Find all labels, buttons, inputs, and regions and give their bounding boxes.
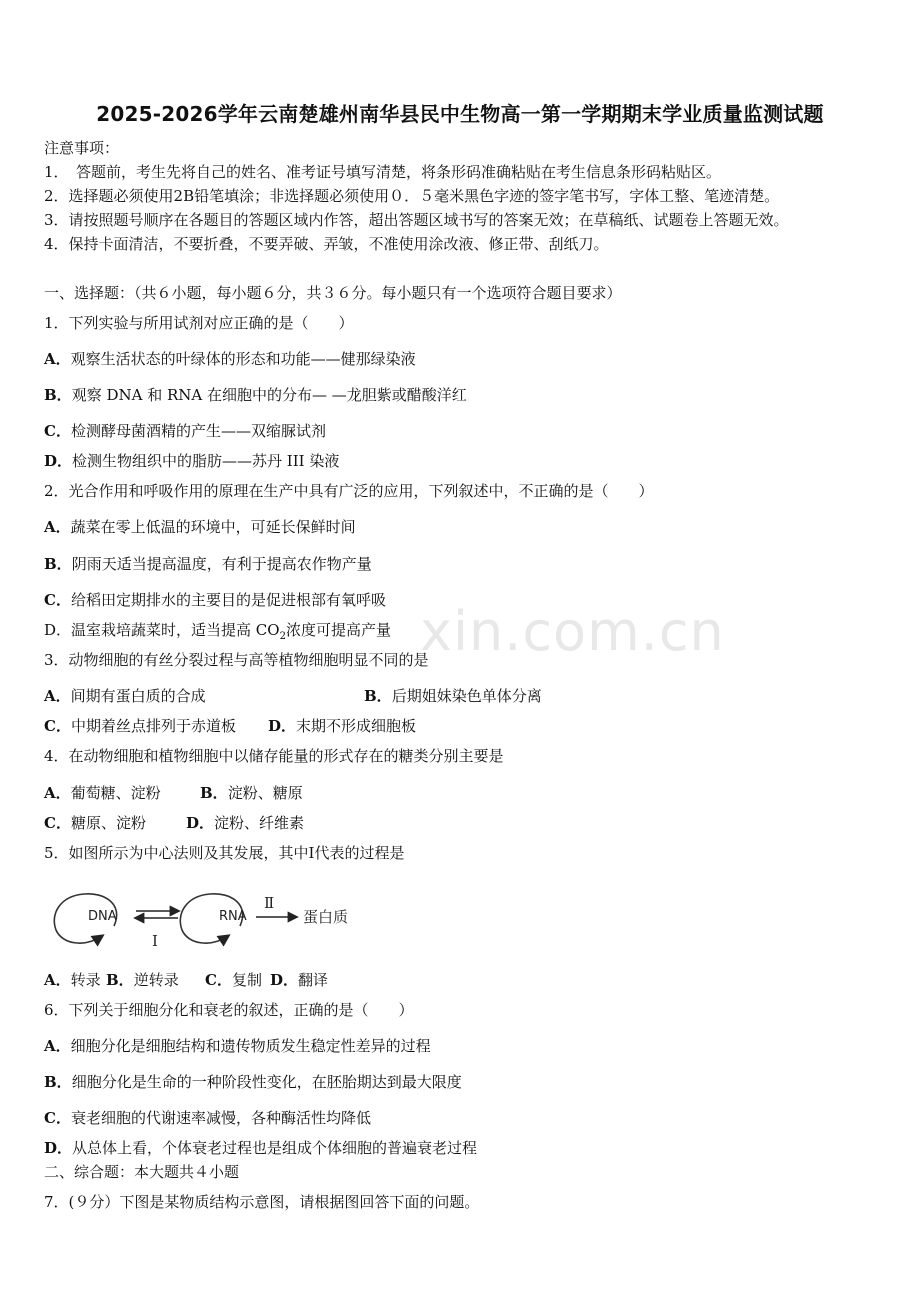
q4-option-a: A．葡萄糖、淀粉: [44, 784, 161, 802]
notice-item-4: 4．保持卡面清洁，不要折叠，不要弄破、弄皱，不准使用涂改液、修正带、刮纸刀。: [44, 235, 609, 253]
q2-option-c: C．给稻田定期排水的主要目的是促进根部有氧呼吸: [44, 591, 386, 609]
notice-item-3: 3．请按照题号顺序在各题目的答题区域内作答，超出答题区域书写的答案无效；在草稿纸、试题卷上答题无效。: [44, 211, 789, 229]
q5-stem: 5．如图所示为中心法则及其发展，其中Ⅰ代表的过程是: [44, 844, 405, 862]
q3-option-a: A．间期有蛋白质的合成: [44, 687, 206, 705]
q3-option-d: D．末期不形成细胞板: [268, 717, 417, 735]
dna-label: DNA: [88, 909, 117, 924]
section-2-heading: 二、综合题：本大题共４小题: [44, 1163, 240, 1181]
q1-stem: 1．下列实验与所用试剂对应正确的是（ ）: [44, 314, 354, 332]
q3-option-b: B．后期姐妹染色单体分离: [364, 687, 542, 705]
q1-option-c: C．检测酵母菌酒精的产生——双缩脲试剂: [44, 422, 326, 440]
q4-option-b: B．淀粉、糖原: [200, 784, 303, 802]
central-dogma-diagram: [44, 884, 374, 956]
q3-stem: 3．动物细胞的有丝分裂过程与高等植物细胞明显不同的是: [44, 651, 429, 669]
q6-option-a: A．细胞分化是细胞结构和遗传物质发生稳定性差异的过程: [44, 1037, 431, 1055]
q1-option-d: D．检测生物组织中的脂肪——苏丹 III 染液: [44, 452, 340, 470]
notice-item-1: 1． 答题前，考生先将自己的姓名、准考证号填写清楚，将条形码准确粘贴在考生信息条形码粘贴区。: [44, 163, 722, 181]
q6-stem: 6．下列关于细胞分化和衰老的叙述，正确的是（ ）: [44, 1001, 414, 1019]
q2-stem: 2．光合作用和呼吸作用的原理在生产中具有广泛的应用，下列叙述中，不正确的是（ ）: [44, 482, 654, 500]
process-label-1: Ⅰ: [152, 932, 158, 950]
q7-stem: 7．(９分）下图是某物质结构示意图，请根据图回答下面的问题。: [44, 1193, 480, 1211]
watermark: xin.com.cn: [420, 600, 725, 663]
q3-option-c: C．中期着丝点排列于赤道板: [44, 717, 236, 735]
q2-option-b: B．阴雨天适当提高温度，有利于提高农作物产量: [44, 555, 372, 573]
q2-option-d: D．温室栽培蔬菜时，适当提高 $CO_2$浓度可提高产量: [44, 621, 391, 642]
q5-option-b: B．逆转录: [106, 971, 179, 989]
notice-heading: 注意事项：: [44, 139, 120, 157]
q4-option-d: D．淀粉、纤维素: [186, 814, 305, 832]
q6-option-b: B．细胞分化是生命的一种阶段性变化，在胚胎期达到最大限度: [44, 1073, 462, 1091]
page-title: 2025-2026学年云南楚雄州南华县民中生物高一第一学期期末学业质量监测试题: [96, 102, 824, 126]
section-1-heading: 一、选择题：（共６小题，每小题６分，共３６分。每小题只有一个选项符合题目要求）: [44, 284, 622, 302]
q1-option-a: A．观察生活状态的叶绿体的形态和功能——健那绿染液: [44, 350, 416, 368]
q6-option-d: D．从总体上看，个体衰老过程也是组成个体细胞的普遍衰老过程: [44, 1139, 478, 1157]
process-label-2: Ⅱ: [264, 894, 275, 912]
q2-option-a: A．蔬菜在零上低温的环境中，可延长保鲜时间: [44, 518, 356, 536]
q4-stem: 4．在动物细胞和植物细胞中以储存能量的形式存在的糖类分别主要是: [44, 747, 504, 765]
q5-option-a: A．转录: [44, 971, 101, 989]
rna-label: RNA: [219, 909, 247, 924]
q5-option-d: D．翻译: [270, 971, 329, 989]
q6-option-c: C．衰老细胞的代谢速率减慢，各种酶活性均降低: [44, 1109, 371, 1127]
protein-label: 蛋白质: [303, 908, 349, 926]
q4-option-c: C．糖原、淀粉: [44, 814, 146, 832]
q1-option-b: B．观察 DNA 和 RNA 在细胞中的分布— —龙胆紫或醋酸洋红: [44, 386, 467, 404]
notice-item-2: 2．选择题必须使用2B铅笔填涂；非选择题必须使用０．５毫米黑色字迹的签字笔书写，字体工整、笔迹清楚。: [44, 187, 780, 205]
q5-option-c: C．复制: [205, 971, 262, 989]
